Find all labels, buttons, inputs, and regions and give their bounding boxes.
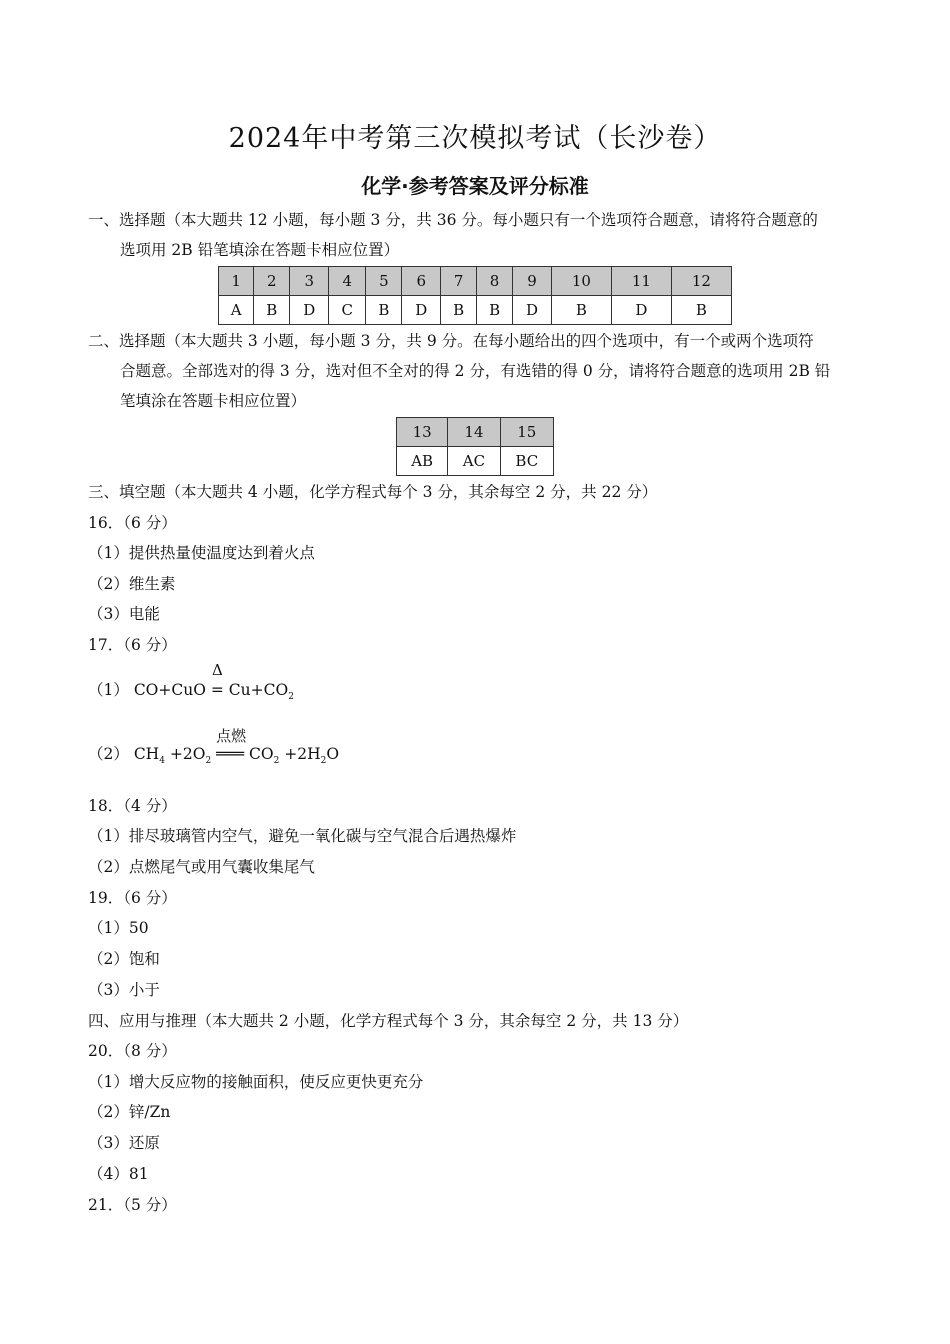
q17-eq2-h: +2H	[284, 745, 321, 763]
answer-table-1-answers	[219, 296, 732, 325]
question-number-cell: 14	[448, 418, 500, 447]
answer-cell: A	[219, 296, 254, 325]
question-number-cell: 9	[513, 267, 552, 296]
answer-table-2-answers	[397, 447, 554, 476]
answer-cell: C	[329, 296, 366, 325]
answer-cell: B	[441, 296, 477, 325]
q17-eq2-o-sub: 2	[205, 756, 212, 766]
section2-line1: 二、选择题（本大题共 3 小题，每小题 3 分，共 9 分。在每小题给出的四个选项中，有一个或两个选项符	[88, 332, 814, 350]
q17-eq1-products: Cu+CO	[228, 681, 289, 699]
q16-answer-2: （2）维生素	[88, 575, 176, 593]
question-number-cell: 13	[397, 418, 448, 447]
answer-cell: BC	[500, 447, 553, 476]
q17-eq2-ch: CH	[133, 745, 160, 763]
answer-cell: B	[477, 296, 513, 325]
q19-answer-3: （3）小于	[88, 981, 160, 999]
question-number-cell: 2	[254, 267, 290, 296]
answer-cell: B	[254, 296, 290, 325]
answer-cell: B	[551, 296, 611, 325]
answer-cell: D	[513, 296, 552, 325]
page-subtitle: 化学·参考答案及评分标准	[361, 174, 589, 198]
q19-answer-2: （2）饱和	[88, 950, 160, 968]
q17-eq2-prefix: （2）	[88, 745, 129, 763]
question-number-cell: 1	[219, 267, 254, 296]
q17-eq2-co: CO	[249, 745, 274, 763]
q17-eq1-sign: =	[210, 681, 224, 699]
q17-equation-2	[88, 727, 340, 766]
answer-cell: AC	[448, 447, 500, 476]
answer-cell: D	[402, 296, 441, 325]
q17-eq1-reactants: CO+CuO	[133, 681, 206, 699]
answer-cell: B	[366, 296, 402, 325]
answer-cell: D	[290, 296, 329, 325]
q19-answer-1: （1）50	[88, 919, 149, 937]
q17-eq2-condition	[216, 727, 247, 763]
q20-answer-1: （1）增大反应物的接触面积，使反应更快更充分	[88, 1073, 424, 1091]
answer-cell: D	[611, 296, 671, 325]
section2-line3: 笔填涂在答题卡相应位置）	[120, 392, 307, 410]
section1-heading	[88, 205, 868, 265]
answer-table-2-numbers	[397, 418, 554, 447]
page-title: 2024年中考第三次模拟考试（长沙卷）	[228, 123, 722, 154]
answer-cell: AB	[397, 447, 448, 476]
q17-eq2-sign: ═══	[216, 745, 245, 763]
q16-answer-1: （1）提供热量使温度达到着火点	[88, 544, 315, 562]
question-number-cell: 5	[366, 267, 402, 296]
section3-heading: 三、填空题（本大题共 4 小题，化学方程式每个 3 分，其余每空 2 分，共 22 分）	[88, 483, 658, 501]
section2-heading	[88, 326, 868, 416]
q20-answer-2: （2）锌/Zn	[88, 1103, 171, 1121]
q16-answer-3: （3）电能	[88, 605, 160, 623]
answer-table-2	[396, 417, 554, 476]
q17-eq2-o2: +2O	[169, 745, 206, 763]
q17-eq1-prefix: （1）	[88, 681, 129, 699]
q17-eq1-condition	[210, 661, 224, 699]
question-number-cell: 8	[477, 267, 513, 296]
q19-label: 19．（6 分）	[88, 889, 177, 907]
answer-table-1	[218, 266, 732, 325]
q18-answer-1: （1）排尽玻璃管内空气，避免一氧化碳与空气混合后遇热爆炸	[88, 827, 517, 845]
question-number-cell: 10	[551, 267, 611, 296]
section1-line2: 选项用 2B 铅笔填涂在答题卡相应位置）	[120, 241, 400, 259]
section4-heading: 四、应用与推理（本大题共 2 小题，化学方程式每个 3 分，其余每空 2 分，共 13 分）	[88, 1012, 689, 1030]
q20-answer-4: （4）81	[88, 1165, 149, 1183]
q21-label: 21．（5 分）	[88, 1196, 177, 1214]
q17-eq2-ch-sub: 4	[159, 756, 165, 766]
q17-eq2-co-sub: 2	[273, 756, 280, 766]
question-number-cell: 12	[671, 267, 731, 296]
q18-label: 18．（4 分）	[88, 797, 177, 815]
q17-eq1-sub: 2	[288, 692, 294, 702]
q17-equation-1	[88, 661, 294, 702]
answer-table-1-numbers	[219, 267, 732, 296]
section2-line2: 合题意。全部选对的得 3 分，选对但不全对的得 2 分，有选错的得 0 分，请将符合题意的选项用 2B 铅	[120, 362, 831, 380]
question-number-cell: 11	[611, 267, 671, 296]
ignite-label: 点燃	[216, 727, 247, 745]
question-number-cell: 4	[329, 267, 366, 296]
q20-label: 20．（8 分）	[88, 1042, 177, 1060]
question-number-cell: 15	[500, 418, 553, 447]
section1-line1: 一、选择题（本大题共 12 小题，每小题 3 分，共 36 分。每小题只有一个选项符合题意，请将符合题意的	[88, 211, 818, 229]
heat-symbol: Δ	[211, 661, 223, 679]
answer-cell: B	[671, 296, 731, 325]
q20-answer-3: （3）还原	[88, 1134, 160, 1152]
q16-label: 16．（6 分）	[88, 514, 177, 532]
question-number-cell: 6	[402, 267, 441, 296]
q17-eq2-h-sub: 2	[320, 756, 327, 766]
question-number-cell: 3	[290, 267, 329, 296]
q17-label: 17．（6 分）	[88, 636, 177, 654]
q18-answer-2: （2）点燃尾气或用气囊收集尾气	[88, 858, 315, 876]
question-number-cell: 7	[441, 267, 477, 296]
q17-eq2-o: O	[326, 745, 340, 763]
